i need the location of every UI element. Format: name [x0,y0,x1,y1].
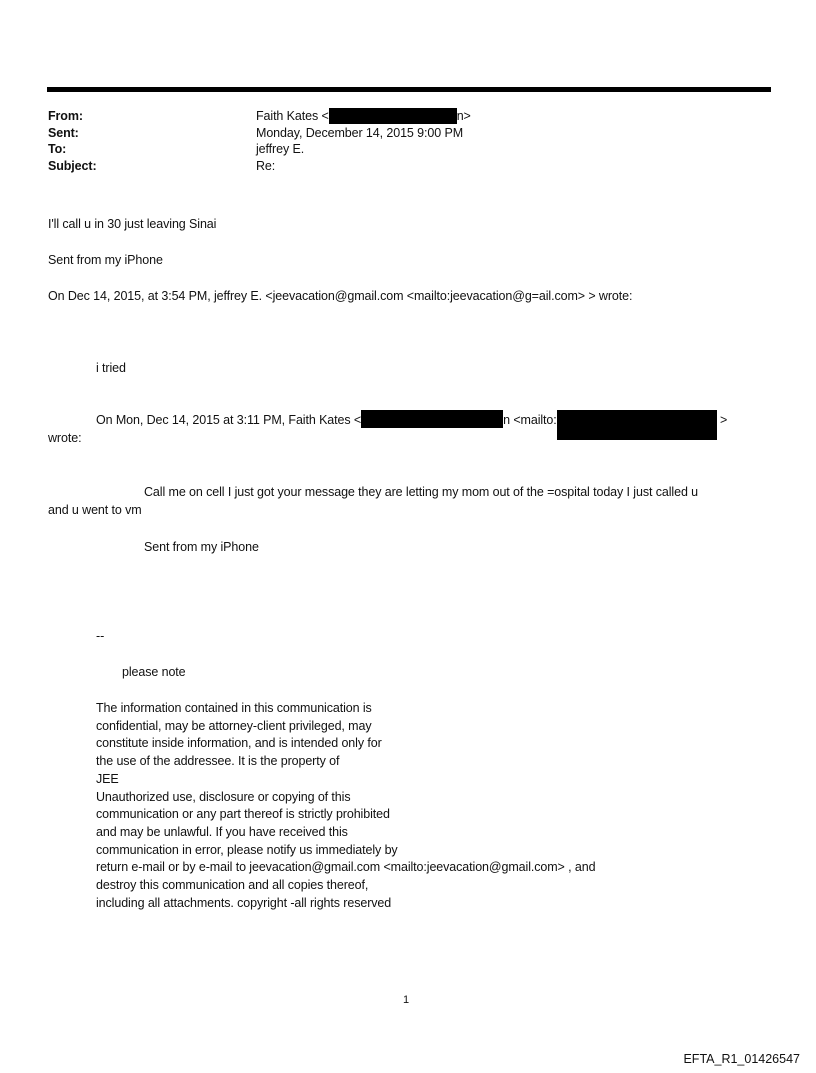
redaction [557,410,717,440]
separator: -- [96,629,105,643]
doc-id: EFTA_R1_01426547 [683,1052,800,1066]
quote2-header-a: On Mon, Dec 14, 2015 at 3:11 PM, Faith Kates < [96,413,362,427]
disclaimer-line: Unauthorized use, disclosure or copying of this [96,789,351,804]
quote2-text-a: Call me on cell I just got your message they are letting my mom out of the =ospital today I just called u [144,485,699,499]
from-value [256,108,471,124]
sent-label: Sent: [48,126,79,140]
reply-text: I'll call u in 30 just leaving Sinai [48,217,217,231]
redaction [329,108,457,124]
quote2-signature: Sent from my iPhone [144,540,259,554]
disclaimer-line: and may be unlawful. If you have received this [96,824,348,839]
from-close: n> [456,109,471,123]
quote2-header-b: n <mailto: [503,413,557,427]
from-name: Faith Kates < [256,109,329,123]
quote2-header-c: > [716,413,728,427]
quote2-header-wrap: wrote: [48,431,82,445]
subject-value: Re: [256,159,276,173]
disclaimer-line: constitute inside information, and is intended only for [96,736,382,751]
disclaimer-line: JEE [96,771,119,786]
subject-label: Subject: [48,159,97,173]
disclaimer-line: return e-mail or by e-mail to jeevacation@gmail.com <mailto:jeevacation@gmail.com> , and [96,860,596,875]
disclaimer-line: including all attachments. copyright -all rights reserved [96,895,392,910]
quote1-text: i tried [96,361,126,375]
disclaimer-line: destroy this communication and all copies thereof, [96,878,369,892]
to-label: To: [48,142,67,156]
page-number: 1 [403,994,410,1006]
signature: Sent from my iPhone [48,253,163,267]
quote1-header: On Dec 14, 2015, at 3:54 PM, jeffrey E. <jeevacation@gmail.com <mailto:jeevacation@g=ail.com> > wrote: [48,289,633,303]
disclaimer-line: communication in error, please notify us immediately by [96,842,398,857]
to-value: jeffrey E. [256,142,305,156]
note: please note [122,665,186,679]
redaction [361,410,503,428]
sent-value: Monday, December 14, 2015 9:00 PM [256,126,464,140]
disclaimer-line: the use of the addressee. It is the property of [96,754,340,769]
disclaimer-line: communication or any part thereof is strictly prohibited [96,807,390,822]
disclaimer-line: confidential, may be attorney-client privileged, may [96,718,372,733]
disclaimer-line: The information contained in this communication is [96,701,372,715]
header-rule [47,87,771,92]
from-label: From: [48,109,83,123]
quote2-header [96,412,727,440]
quote2-text-b: and u went to vm [48,503,142,517]
